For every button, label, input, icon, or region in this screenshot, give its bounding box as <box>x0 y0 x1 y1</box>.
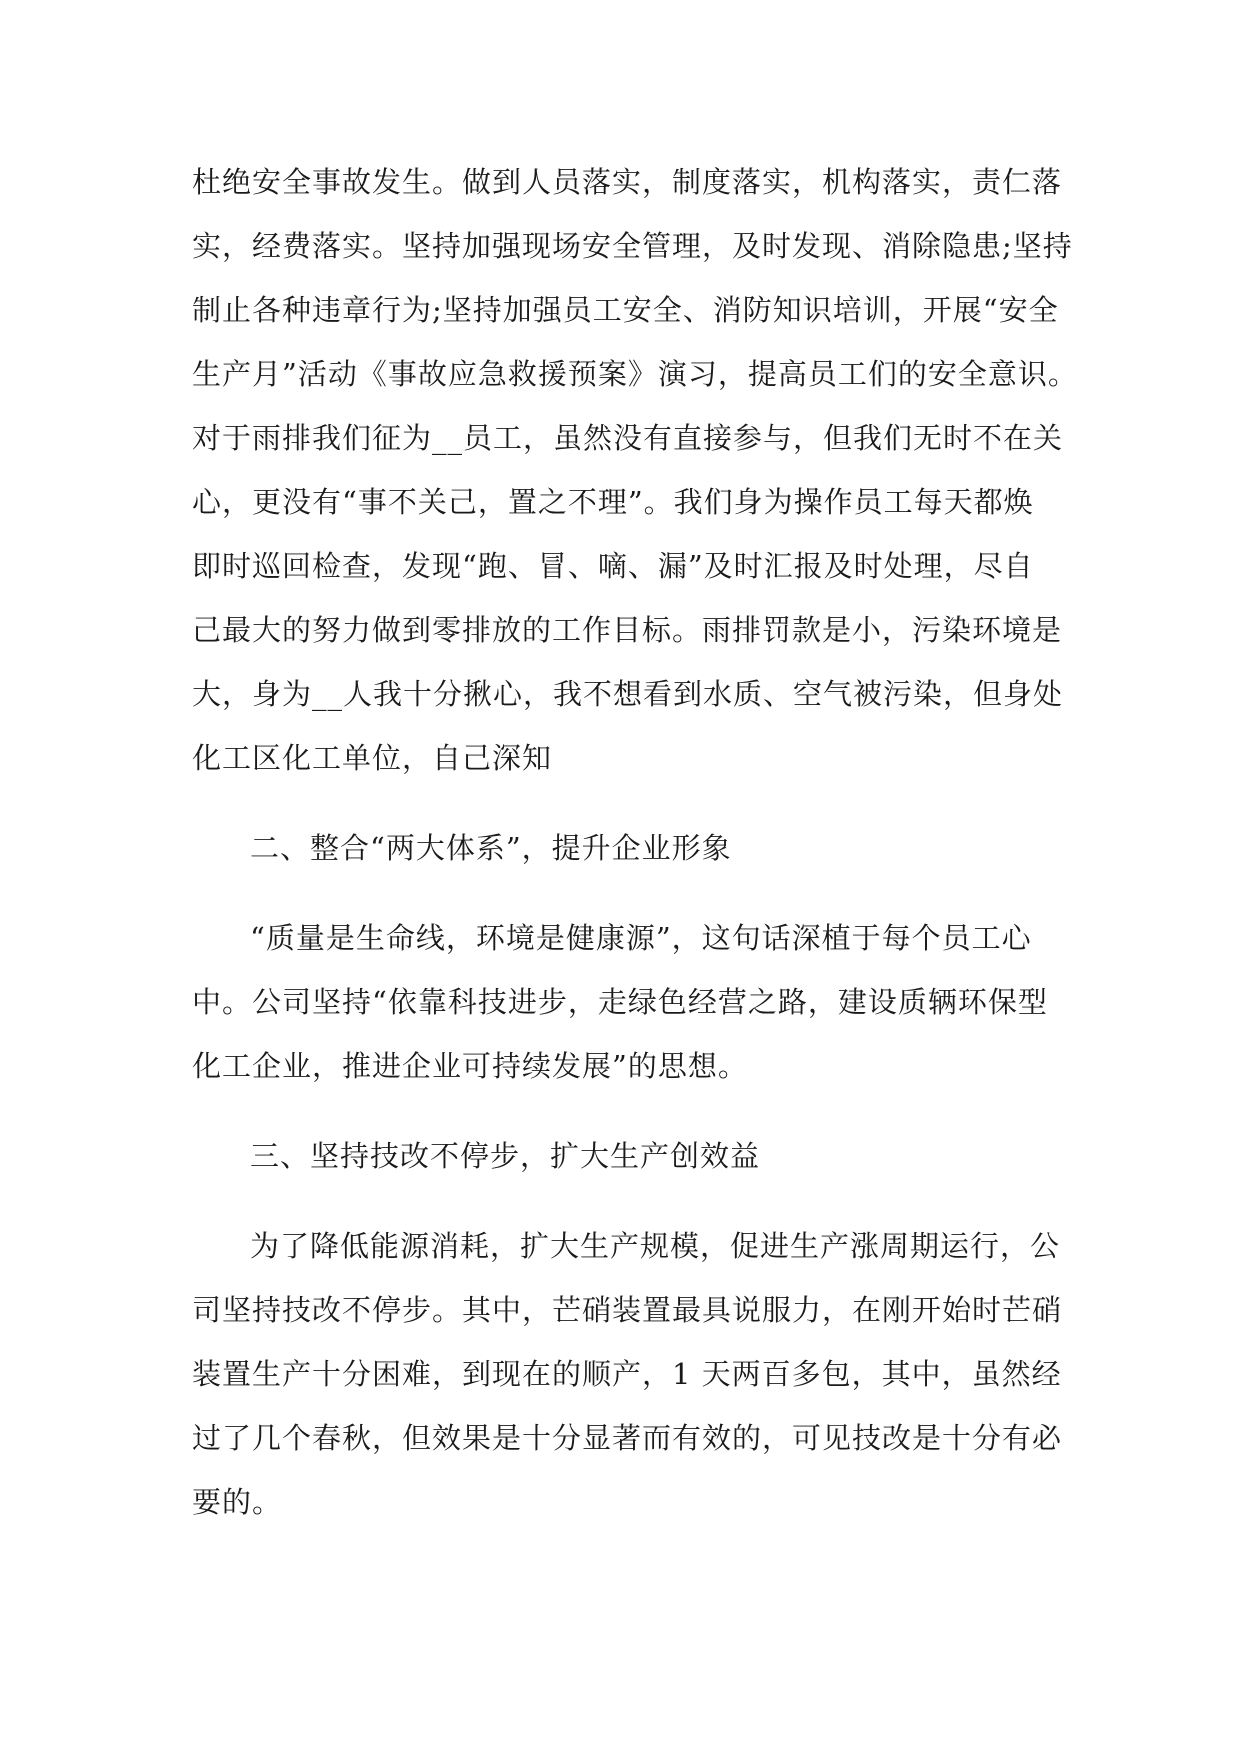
section-heading-3: 三、坚持技改不停步，扩大生产创效益 <box>250 1139 761 1173</box>
paragraph-line: 心，更没有“事不关己，置之不理”。我们身为操作员工每天都焕 <box>192 485 1034 519</box>
paragraph-line: 即时巡回检查，发现“跑、冒、嘀、漏”及时汇报及时处理，尽自 <box>192 549 1034 583</box>
paragraph-line: 化工企业，推进企业可持续发展”的思想。 <box>192 1049 748 1083</box>
paragraph-line: 对于雨排我们征为__员工，虽然没有直接参与，但我们无时不在关 <box>192 421 1064 455</box>
paragraph-line: 过了几个春秋，但效果是十分显著而有效的，可见技改是十分有必 <box>192 1421 1063 1455</box>
paragraph-line: 己最大的努力做到零排放的工作目标。雨排罚款是小，污染环境是 <box>192 613 1063 647</box>
paragraph-line: 杜绝安全事故发生。做到人员落实，制度落实，机构落实，责仁落 <box>192 165 1063 199</box>
paragraph-line: 化工区化工单位，自己深知 <box>192 741 553 775</box>
paragraph-line: 生产月”活动《事故应急救援预案》演习，提高员工们的安全意识。 <box>192 357 1078 391</box>
paragraph-line: 中。公司坚持“依靠科技进步，走绿色经营之路，建设质辆环保型 <box>192 985 1048 1019</box>
paragraph-line: 实，经费落实。坚持加强现场安全管理，及时发现、消除隐患;坚持 <box>192 229 1073 263</box>
paragraph-line: 司坚持技改不停步。其中，芒硝装置最具说服力，在刚开始时芒硝 <box>192 1293 1063 1327</box>
paragraph-line: 为了降低能源消耗，扩大生产规模，促进生产涨周期运行，公 <box>250 1229 1061 1263</box>
paragraph-line: 装置生产十分困难，到现在的顺产，1 天两百多包，其中，虽然经 <box>192 1357 1062 1391</box>
paragraph-line: “质量是生命线，环境是健康源”，这句话深植于每个员工心 <box>250 921 1032 955</box>
paragraph-line: 制止各种违章行为;坚持加强员工安全、消防知识培训，开展“安全 <box>192 293 1059 327</box>
section-heading-2: 二、整合“两大体系”，提升企业形象 <box>250 831 732 865</box>
paragraph-line: 大，身为__人我十分揪心，我不想看到水质、空气被污染，但身处 <box>192 677 1064 711</box>
paragraph-line: 要的。 <box>192 1485 283 1519</box>
